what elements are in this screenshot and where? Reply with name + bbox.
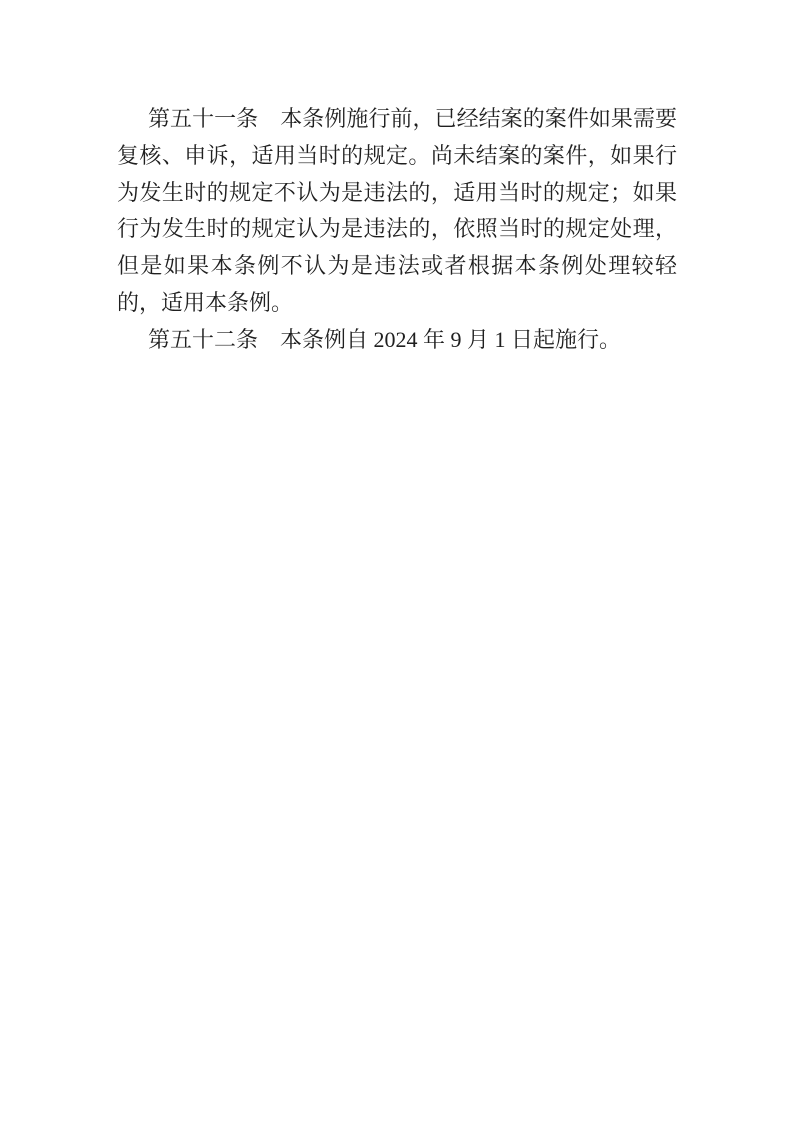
paragraph-article-52: [117, 322, 677, 359]
article-51-line-1: 第五十一条 本条例施行前，已经结案的案件如果需要: [148, 106, 677, 131]
article-51-line-3: 为发生时的规定不认为是违法的，适用当时的规定；如果: [117, 179, 677, 205]
article-51-line-2: 复核、申诉，适用当时的规定。尚未结案的案件，如果行: [117, 142, 677, 168]
article-51-line-5: 但是如果本条例不认为是违法或者根据本条例处理较轻: [117, 253, 677, 279]
paragraph-article-51: [117, 101, 677, 322]
article-51-line-6: 的，适用本条例。: [117, 289, 294, 315]
text-block: [117, 101, 677, 359]
article-51-line-4: 行为发生时的规定认为是违法的，依照当时的规定处理，: [117, 216, 677, 242]
article-52-line-1: 第五十二条 本条例自 2024 年 9 月 1 日起施行。: [148, 326, 622, 352]
